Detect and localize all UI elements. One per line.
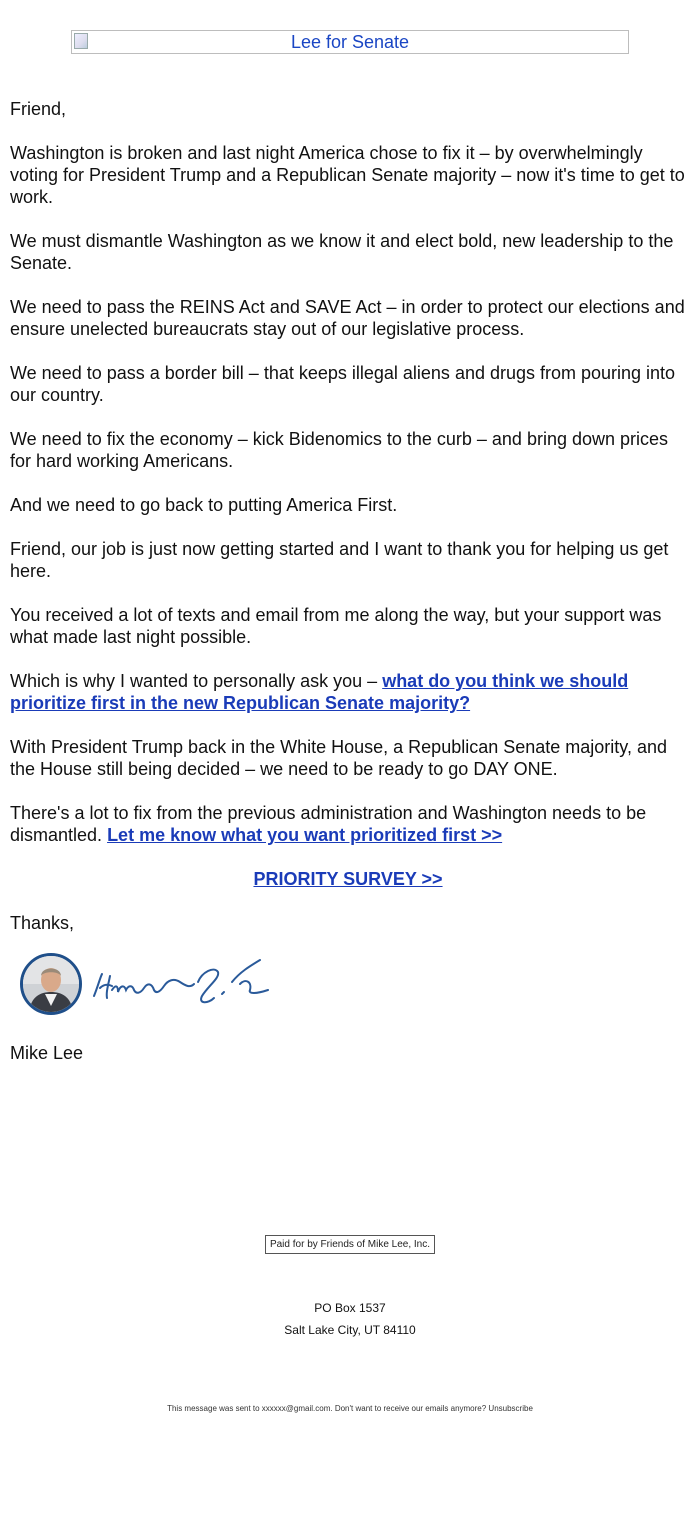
closing: Thanks,: [10, 913, 75, 933]
header-banner-image[interactable]: [71, 30, 629, 54]
paragraph: We need to fix the economy – kick Bidenomics to the curb – and bring down prices for hard working Americans.: [10, 429, 669, 471]
prioritize-first-link[interactable]: Let me know what you want prioritized first >>: [107, 825, 503, 845]
paragraph: We must dismantle Washington as we know it and elect bold, new leadership to the Senate.: [10, 231, 674, 273]
handwritten-signature-icon: [90, 952, 275, 1012]
person-photo-icon: [23, 956, 79, 1012]
paragraph: You received a lot of texts and email from me along the way, but your support was what made last night possible.: [10, 605, 662, 647]
paragraph: Washington is broken and last night America chose to fix it – by overwhelmingly voting for President Trump and a Republican Senate majority – now it's time to get to work.: [10, 143, 685, 207]
survey-link-row: [10, 868, 686, 890]
paid-for-disclaimer: Paid for by Friends of Mike Lee, Inc.: [265, 1235, 435, 1254]
priority-survey-link[interactable]: PRIORITY SURVEY >>: [253, 869, 443, 889]
paragraph: We need to pass a border bill – that keeps illegal aliens and drugs from pouring into our country.: [10, 363, 676, 405]
paragraph: And we need to go back to putting America First.: [10, 495, 398, 515]
signer-block: [10, 1042, 686, 1064]
paragraph-text: Which is why I wanted to personally ask you –: [10, 671, 383, 691]
paragraph: With President Trump back in the White House, a Republican Senate majority, and the House still being decided – we need to be ready to go DAY ONE.: [10, 737, 667, 779]
address-line: PO Box 1537: [314, 1301, 386, 1315]
paragraph-with-link: [10, 802, 686, 846]
broken-image-icon: [74, 33, 88, 49]
signature: [90, 952, 275, 1017]
greeting: Friend,: [10, 99, 67, 119]
paragraph: Friend, our job is just now getting started and I want to thank you for helping us get here.: [10, 539, 669, 581]
paragraph-with-link: [10, 670, 686, 714]
priority-question-link[interactable]: what do you think we should prioritize first in the new Republican Senate majority?: [10, 671, 629, 713]
mailing-address: [0, 1297, 700, 1341]
paid-for-row: [0, 1234, 700, 1254]
email-notice: [0, 1404, 700, 1413]
header-image-alt-text: Lee for Senate: [290, 32, 410, 52]
letter-body: [10, 54, 686, 934]
unsubscribe-link[interactable]: Unsubscribe: [488, 1404, 533, 1413]
avatar: [20, 953, 82, 1015]
address-line: Salt Lake City, UT 84110: [284, 1323, 416, 1337]
header: [0, 0, 700, 54]
signature-block: [10, 948, 700, 1020]
notice-text: This message was sent to xxxxxx@gmail.com. Don't want to receive our emails anymore?: [167, 1404, 489, 1413]
paragraph: We need to pass the REINS Act and SAVE Act – in order to protect our elections and ensure unelected bureaucrats stay out of our legislative process.: [10, 297, 685, 339]
signer-name: Mike Lee: [10, 1043, 84, 1063]
paragraph-text: There's a lot to fix from the previous administration and Washington needs to be dismantled.: [10, 803, 647, 845]
